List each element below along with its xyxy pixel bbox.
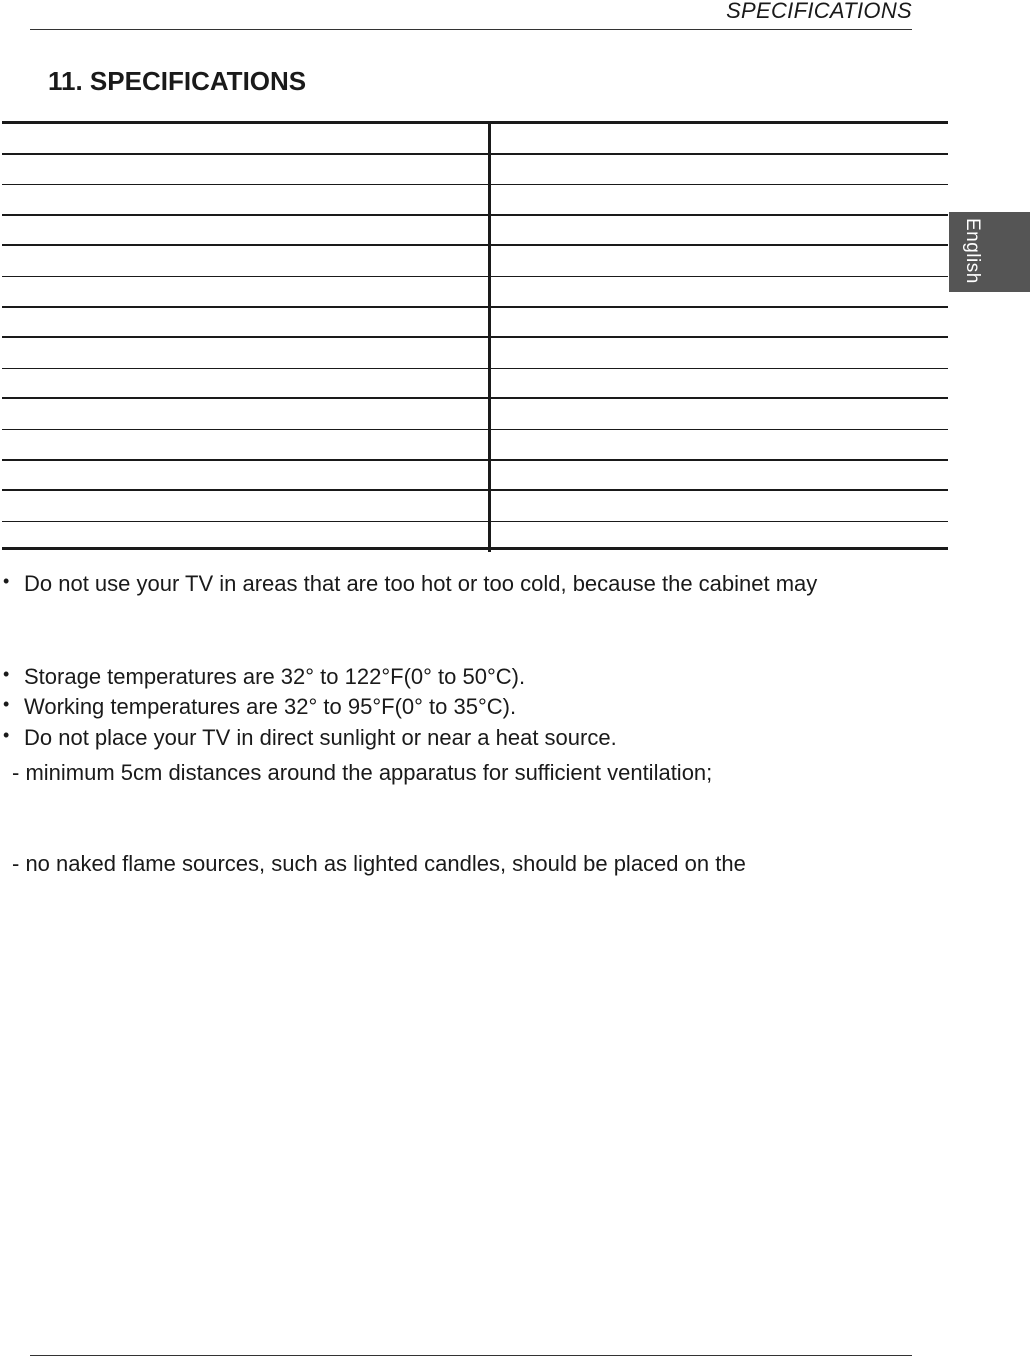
spec-value-cell: [491, 155, 948, 185]
note-text: Working temperatures are 32° to 95°F(0° to 35°C).: [24, 694, 517, 719]
bullet-icon: •: [3, 664, 10, 684]
header-divider: [30, 29, 912, 30]
spec-value-cell: [491, 124, 948, 153]
table-row: [2, 124, 948, 155]
spec-value-cell: [491, 338, 948, 368]
note-text: Do not place your TV in direct sunlight or near a heat source.: [24, 725, 617, 750]
table-row: [2, 277, 948, 308]
bullet-icon: •: [3, 694, 10, 714]
table-row: [2, 369, 948, 400]
bullet-icon: •: [3, 571, 10, 591]
table-row: [2, 246, 948, 277]
spec-value-cell: [491, 369, 948, 398]
spec-label-cell: [2, 155, 491, 185]
spec-label-cell: [2, 308, 491, 337]
spec-value-cell: [491, 308, 948, 337]
table-row: [2, 155, 948, 186]
spec-label-cell: [2, 522, 491, 553]
spec-label-cell: [2, 461, 491, 490]
spec-label-cell: [2, 246, 491, 276]
table-row: [2, 216, 948, 247]
note-text: Storage temperatures are 32° to 122°F(0° to 50°C).: [24, 664, 526, 689]
note-subitem: - no naked flame sources, such as lighted candles, should be placed on the: [12, 851, 746, 876]
spec-value-cell: [491, 246, 948, 276]
table-row: [2, 461, 948, 492]
spec-value-cell: [491, 430, 948, 459]
spec-label-cell: [2, 338, 491, 368]
spec-value-cell: [491, 491, 948, 521]
spec-label-cell: [2, 430, 491, 459]
spec-label-cell: [2, 124, 491, 153]
table-row: [2, 338, 948, 369]
spec-label-cell: [2, 399, 491, 429]
spec-label-cell: [2, 491, 491, 521]
spec-label-cell: [2, 369, 491, 398]
table-row: [2, 430, 948, 461]
note-text: Do not use your TV in areas that are too hot or too cold, because the cabinet may: [24, 571, 818, 596]
language-tab: [949, 212, 1030, 292]
table-row: [2, 399, 948, 430]
footer-divider: [30, 1355, 912, 1356]
spec-label-cell: [2, 277, 491, 306]
table-row: [2, 308, 948, 339]
note-subitem: - minimum 5cm distances around the apparatus for sufficient ventilation;: [12, 760, 713, 785]
spec-value-cell: [491, 216, 948, 245]
spec-label-cell: [2, 185, 491, 214]
spec-value-cell: [491, 277, 948, 306]
bullet-icon: •: [3, 725, 10, 745]
spec-label-cell: [2, 216, 491, 245]
language-tab-label: English: [962, 218, 983, 284]
spec-value-cell: [491, 522, 948, 553]
running-header-title: SPECIFICATIONS: [726, 0, 912, 23]
table-row: [2, 185, 948, 216]
table-row: [2, 522, 948, 553]
spec-value-cell: [491, 185, 948, 214]
spec-value-cell: [491, 399, 948, 429]
specifications-table: [2, 121, 948, 550]
table-row: [2, 491, 948, 522]
spec-value-cell: [491, 461, 948, 490]
section-title: 11. SPECIFICATIONS: [48, 66, 307, 96]
